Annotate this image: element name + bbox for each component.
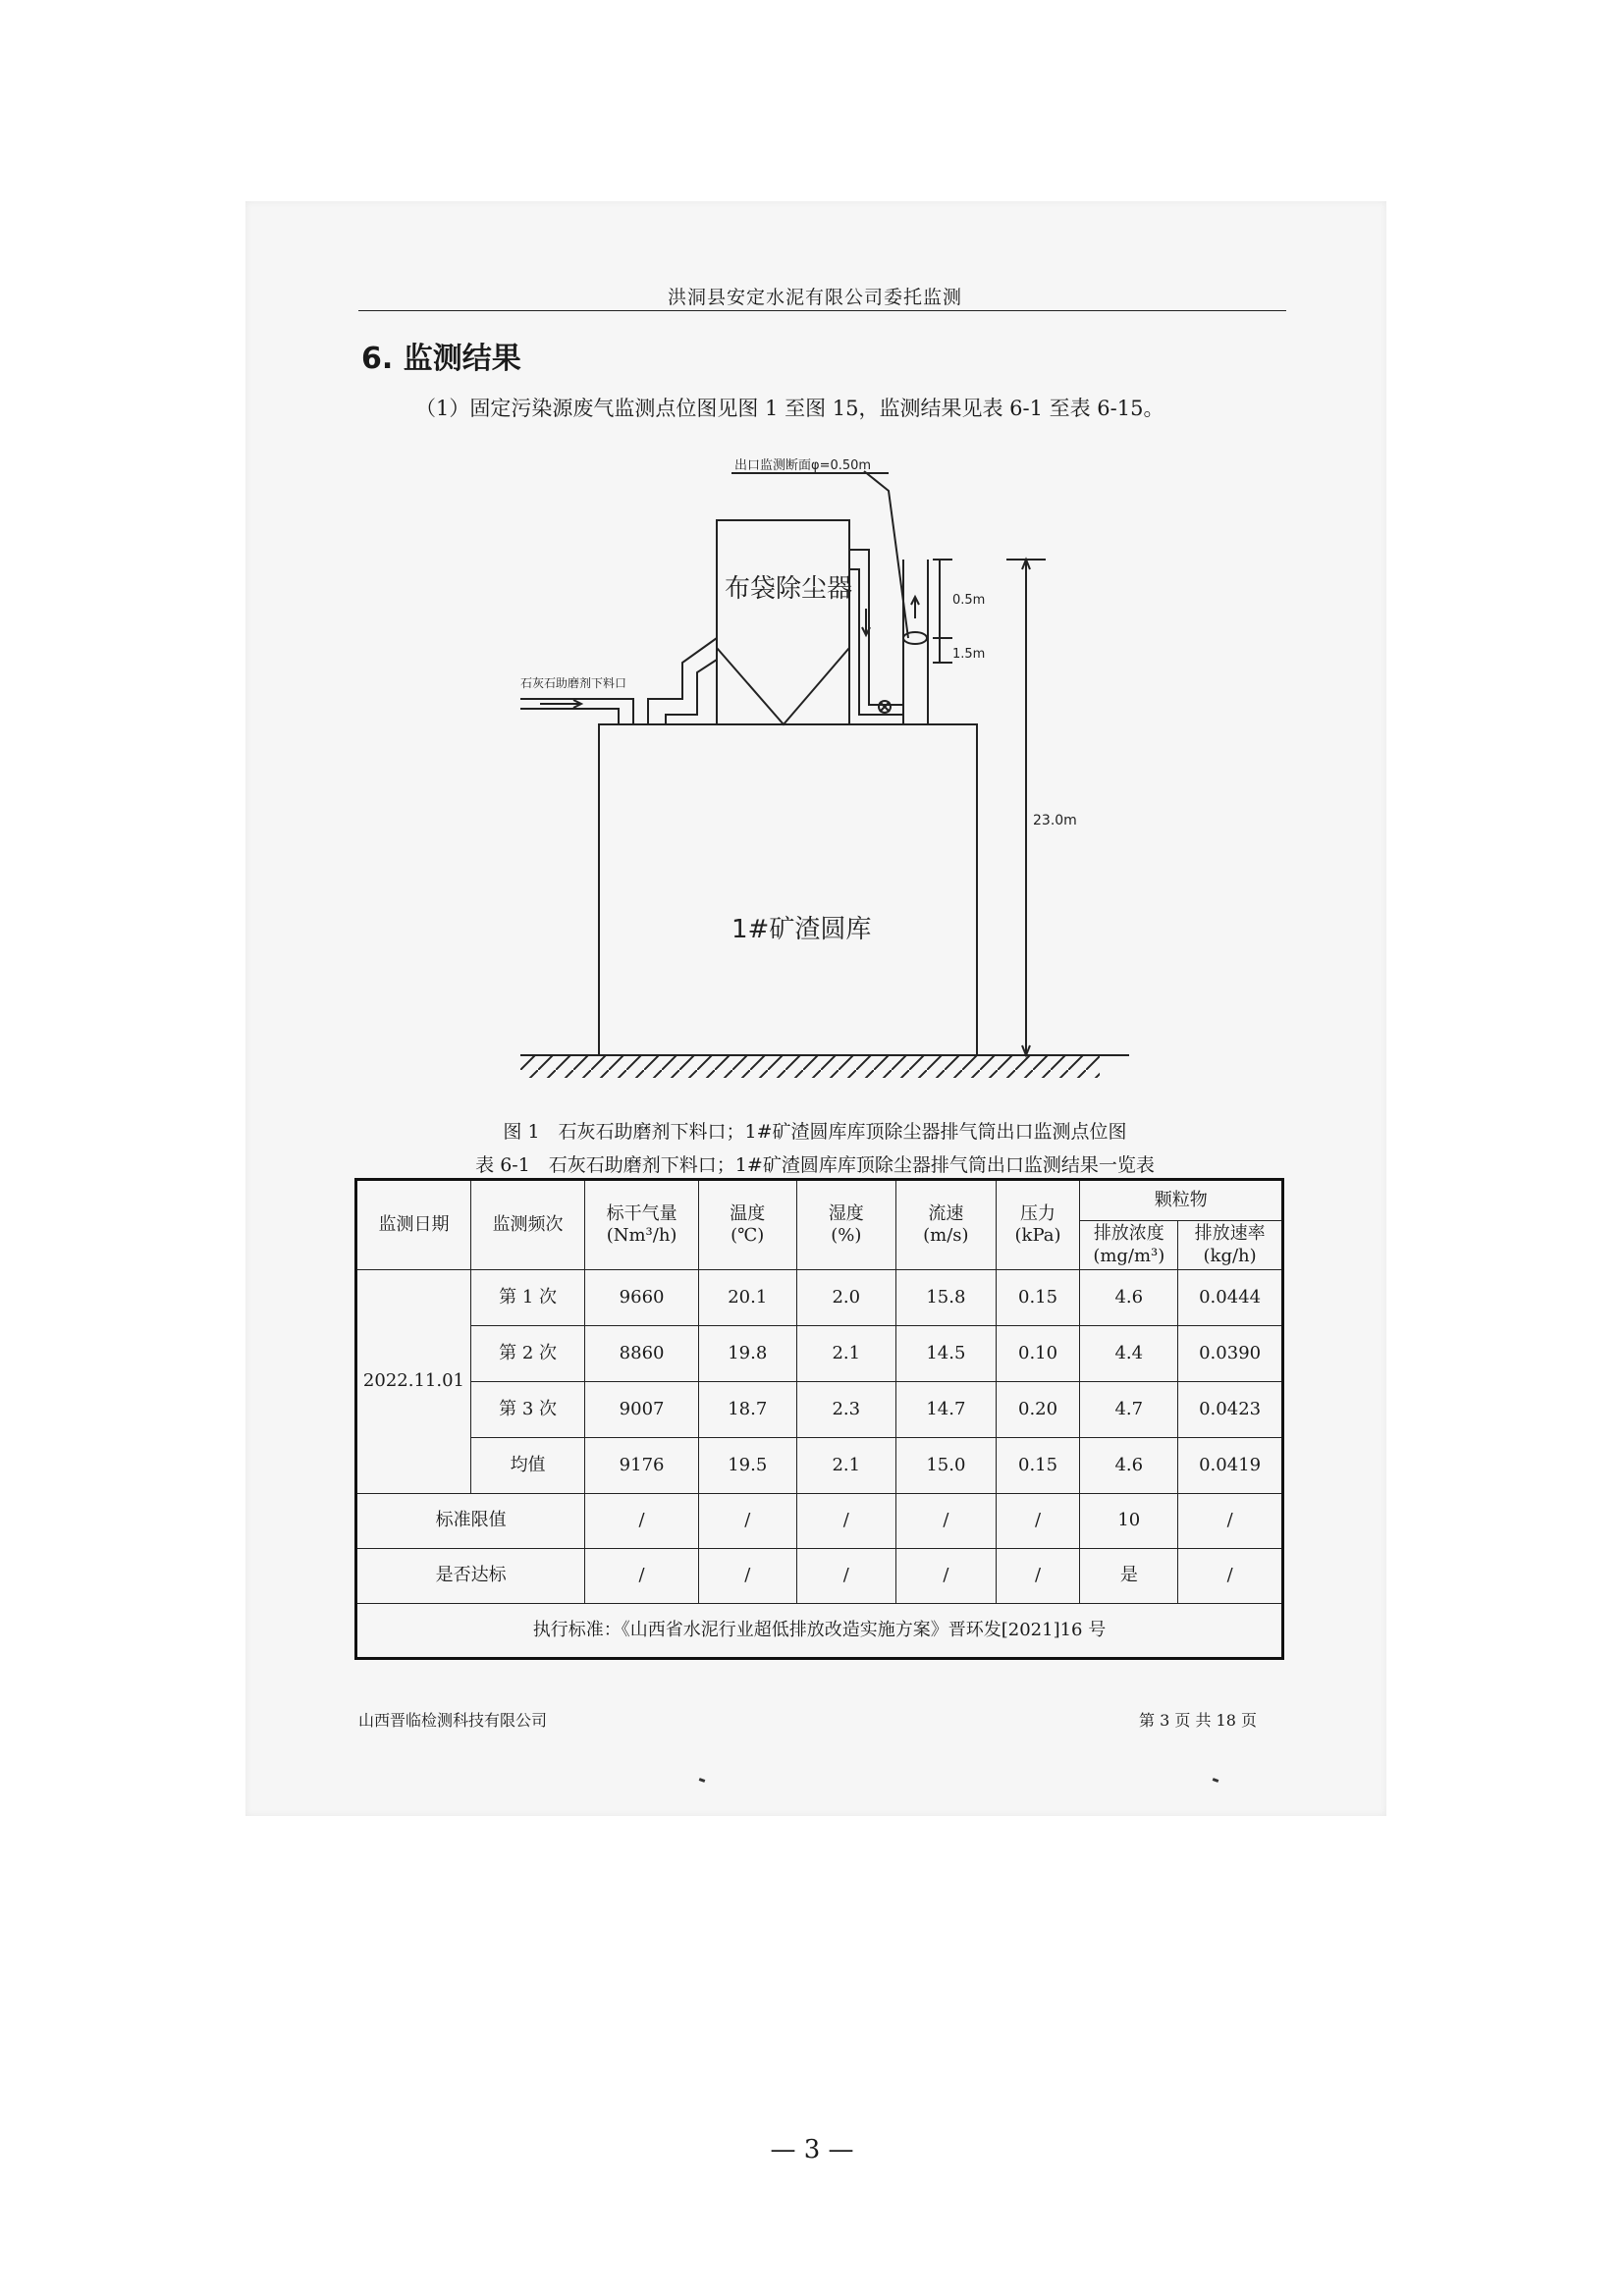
cell-temp: 20.1 [698,1270,796,1326]
cell-pressure: 0.20 [996,1382,1080,1438]
inlet-duct [648,638,717,724]
th-flow: 标干气量 (Nm³/h) [585,1180,699,1270]
section-title: 6. 监测结果 [361,342,521,376]
cell-slash: / [996,1494,1080,1549]
cell-freq: 第 1 次 [470,1270,584,1326]
cell-humidity: 2.1 [796,1326,896,1382]
cell-slash: / [896,1494,997,1549]
cell-slash: / [896,1549,997,1604]
cell-freq: 均值 [470,1438,584,1494]
table-row-compliance [356,1549,1283,1604]
dust-collector-body [717,520,849,724]
cell-freq: 第 2 次 [470,1326,584,1382]
label-dim-height: 23.0m [1033,813,1077,828]
cell-humidity: 2.0 [796,1270,896,1326]
th-particulate: 颗粒物 [1080,1180,1283,1221]
cell-temp: 19.5 [698,1438,796,1494]
inlet-pipe [520,699,633,724]
table-row [356,1326,1283,1382]
footer-page-info: 第 3 页 共 18 页 [1139,1711,1257,1730]
cell-conc: 4.7 [1080,1382,1178,1438]
cell-limit-label: 标准限值 [356,1494,585,1549]
cell-standard: 执行标准：《山西省水泥行业超低排放改造实施方案》晋环发[2021]16 号 [356,1604,1283,1659]
cell-slash: / [1178,1494,1283,1549]
figure-caption: 图 1 石灰石助磨剂下料口；1#矿渣圆库库顶除尘器排气筒出口监测点位图 [503,1121,1127,1143]
monitoring-point-diagram [520,452,1149,1109]
label-dim-top: 0.5m [952,593,986,608]
th-freq: 监测频次 [470,1180,584,1270]
cell-limit-conc: 10 [1080,1494,1178,1549]
table-caption: 表 6-1 石灰石助磨剂下料口；1#矿渣圆库库顶除尘器排气筒出口监测结果一览表 [475,1154,1155,1176]
cell-compliance-label: 是否达标 [356,1549,585,1604]
cell-humidity: 2.3 [796,1382,896,1438]
cell-rate: 0.0444 [1178,1270,1283,1326]
table-row [356,1438,1283,1494]
cell-flow: 9660 [585,1270,699,1326]
cell-temp: 18.7 [698,1382,796,1438]
th-temp: 温度 (℃) [698,1180,796,1270]
intro-paragraph: （1）固定污染源废气监测点位图见图 1 至图 15，监测结果见表 6-1 至表 6-15。 [415,397,1164,420]
cell-slash: / [796,1549,896,1604]
cell-rate: 0.0419 [1178,1438,1283,1494]
cell-slash: / [585,1549,699,1604]
ground-hatch [520,1056,1100,1078]
silo-body [599,724,977,1055]
cell-slash: / [698,1549,796,1604]
page-number: — 3 — [770,2135,854,2164]
cell-conc: 4.6 [1080,1438,1178,1494]
cell-speed: 15.8 [896,1270,997,1326]
cell-slash: / [1178,1549,1283,1604]
cell-pressure: 0.15 [996,1438,1080,1494]
cell-slash: / [996,1549,1080,1604]
th-conc: 排放浓度 (mg/m³) [1080,1221,1178,1270]
th-rate: 排放速率 (kg/h) [1178,1221,1283,1270]
header-rule [358,310,1286,311]
cell-compliance-conc: 是 [1080,1549,1178,1604]
th-humidity: 湿度 (%) [796,1180,896,1270]
table-row-limit [356,1494,1283,1549]
label-dust-collector: 布袋除尘器 [725,574,853,604]
th-pressure: 压力 (kPa) [996,1180,1080,1270]
cell-temp: 19.8 [698,1326,796,1382]
label-silo: 1#矿渣圆库 [731,915,872,944]
table-row [356,1270,1283,1326]
label-outlet-section: 出口监测断面φ=0.50m [734,458,872,473]
table-row [356,1382,1283,1438]
th-speed: 流速 (m/s) [896,1180,997,1270]
header-title: 洪洞县安定水泥有限公司委托监测 [667,287,962,308]
cell-flow: 9176 [585,1438,699,1494]
cell-rate: 0.0423 [1178,1382,1283,1438]
cell-slash: / [585,1494,699,1549]
cell-conc: 4.4 [1080,1326,1178,1382]
cell-rate: 0.0390 [1178,1326,1283,1382]
table-row-standard [356,1604,1283,1659]
th-date: 监测日期 [356,1180,471,1270]
cell-humidity: 2.1 [796,1438,896,1494]
cell-conc: 4.6 [1080,1270,1178,1326]
cell-slash: / [796,1494,896,1549]
cell-pressure: 0.15 [996,1270,1080,1326]
footer-company: 山西晋临检测科技有限公司 [358,1711,548,1730]
cell-speed: 14.5 [896,1326,997,1382]
cell-slash: / [698,1494,796,1549]
cell-date: 2022.11.01 [356,1270,471,1494]
outlet-duct [849,550,903,705]
label-inlet: 石灰石助磨剂下料口 [520,676,627,690]
hopper [717,648,849,724]
cell-pressure: 0.10 [996,1326,1080,1382]
results-table [354,1178,1284,1660]
cell-speed: 15.0 [896,1438,997,1494]
label-dim-mid: 1.5m [952,647,986,662]
cell-freq: 第 3 次 [470,1382,584,1438]
cell-speed: 14.7 [896,1382,997,1438]
cell-flow: 8860 [585,1326,699,1382]
cell-flow: 9007 [585,1382,699,1438]
